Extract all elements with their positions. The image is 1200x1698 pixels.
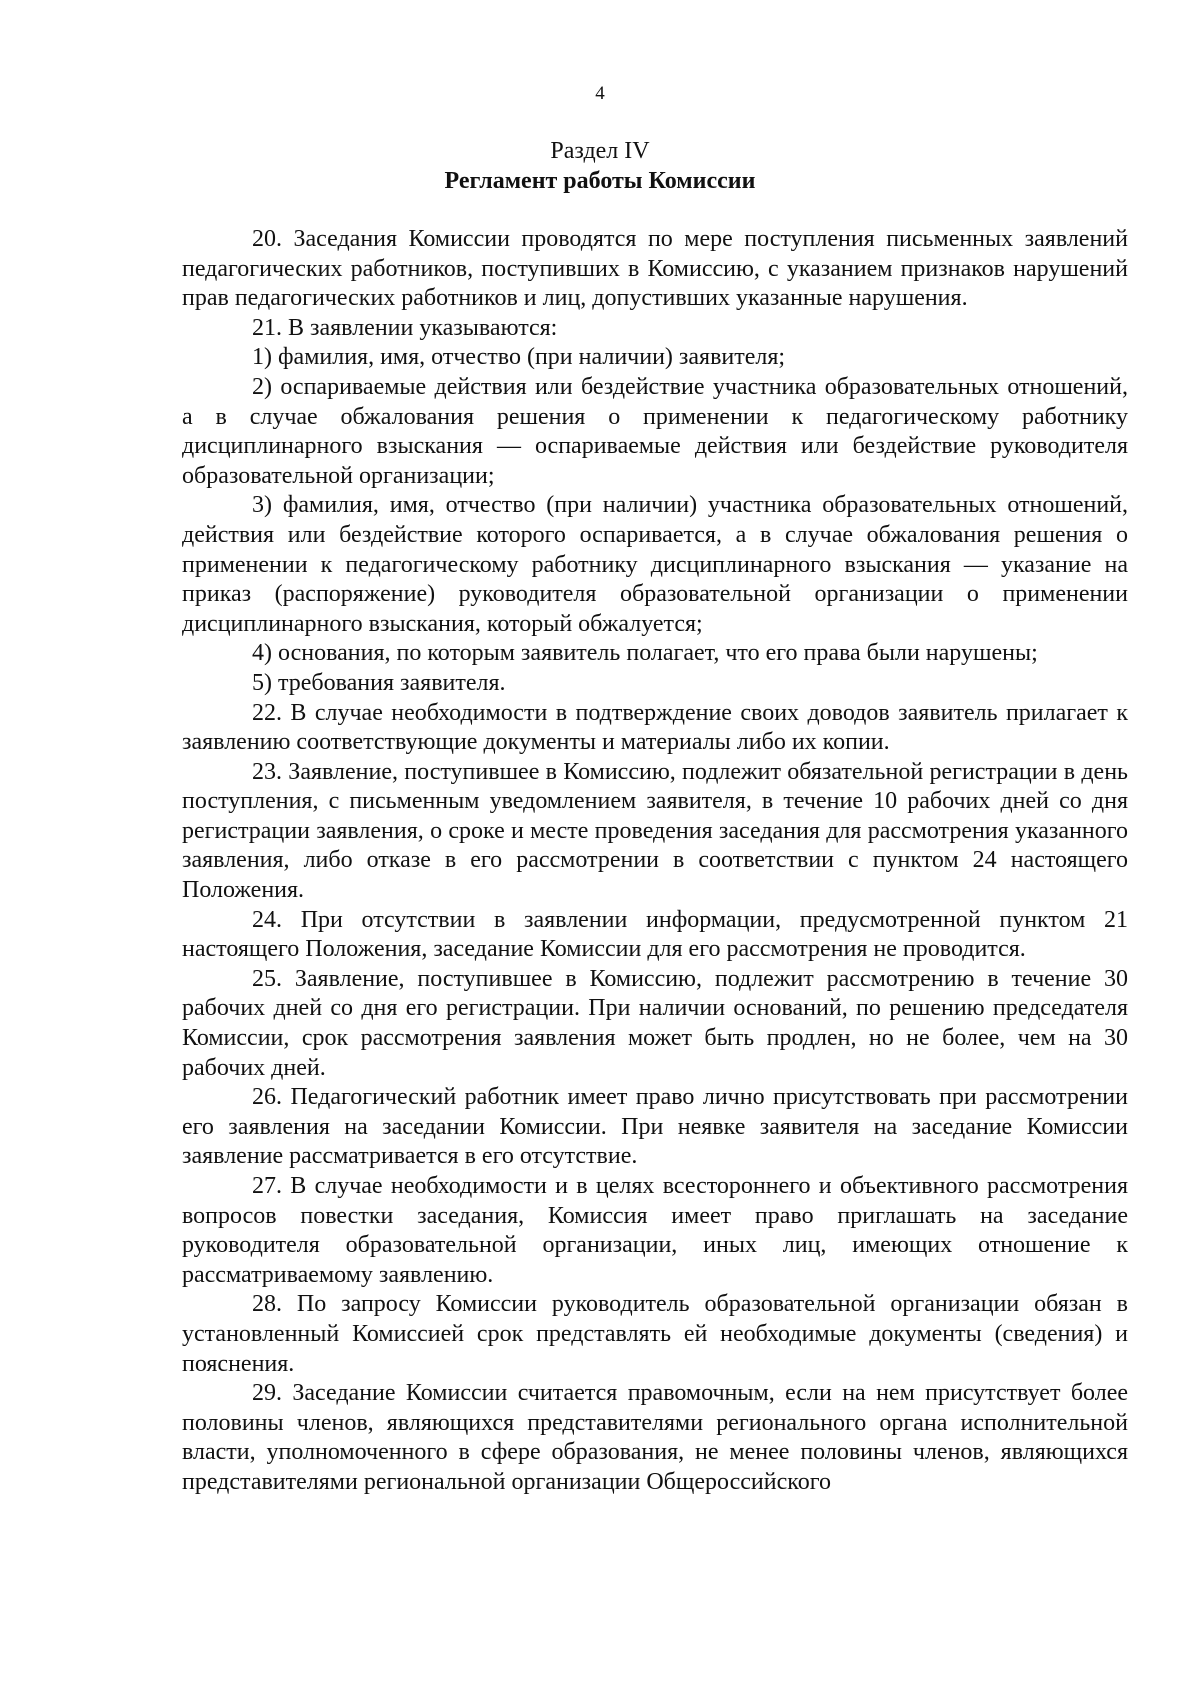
section-title: Регламент работы Комиссии	[444, 168, 756, 194]
paragraph-22: 22. В случае необходимости в подтверждение своих доводов заявитель прилагает к заявлению соответствующие документы и материалы либо их копии.	[182, 699, 1128, 756]
section-label: Раздел IV	[550, 138, 650, 164]
paragraph-23: 23. Заявление, поступившее в Комиссию, подлежит обязательной регистрации в день поступления, с письменным уведомлением заявителя, в течение 10 рабочих дней со дня регистрации заявления, о сроке и месте проведения заседания для рассмотрения указанного заявления, либо отказе в его рассмотрении в соответствии с пунктом 24 настоящего Положения.	[182, 758, 1128, 904]
list-item-4: 4) основания, по которым заявитель полагает, что его права были нарушены;	[252, 640, 1038, 667]
list-item-5: 5) требования заявителя.	[252, 669, 506, 696]
paragraph-26: 26. Педагогический работник имеет право лично присутствовать при рассмотрении его заявления на заседании Комиссии. При неявке заявителя на заседание Комиссии заявление рассматривается в его отсутствие.	[182, 1084, 1128, 1170]
list-item-2: 2) оспариваемые действия или бездействие участника образовательных отношений, а в случае обжалования решения о применении к педагогическому работнику дисциплинарного взыскания — оспариваемые действия или бездействие руководителя образовательной организации;	[182, 373, 1128, 489]
paragraph-21: 21. В заявлении указываются:	[252, 314, 558, 341]
paragraph-24: 24. При отсутствии в заявлении информации, предусмотренной пунктом 21 настоящего Положения, заседание Комиссии для его рассмотрения не проводится.	[182, 906, 1128, 963]
paragraph-27: 27. В случае необходимости и в целях всестороннего и объективного рассмотрения вопросов повестки заседания, Комиссия имеет право приглашать на заседание руководителя образовательной организации, иных лиц, имеющих отношение к рассматриваемому заявлению.	[182, 1173, 1128, 1288]
paragraph-20: 20. Заседания Комиссии проводятся по мере поступления письменных заявлений педагогических работников, поступивших в Комиссию, с указанием признаков нарушений прав педагогических работников и лиц, допустивших указанные нарушения.	[182, 226, 1128, 312]
paragraph-29: 29. Заседание Комиссии считается правомочным, если на нем присутствует более половины членов, являющихся представителями регионального органа исполнительной власти, уполномоченного в сфере образования, не менее половины членов, являющихся представителями региональной организации Общероссийского	[182, 1380, 1128, 1495]
list-item-1: 1) фамилия, имя, отчество (при наличии) заявителя;	[252, 344, 786, 371]
paragraph-28: 28. По запросу Комиссии руководитель образовательной организации обязан в установленный Комиссией срок представлять ей необходимые документы (сведения) и пояснения.	[182, 1291, 1128, 1377]
page-number: 4	[595, 83, 605, 104]
list-item-3: 3) фамилия, имя, отчество (при наличии) участника образовательных отношений, действия или бездействие которого оспаривается, а в случае обжалования решения о применении к педагогическому работнику дисциплинарного взыскания — указание на приказ (распоряжение) руководителя образовательной организации о применении дисциплинарного взыскания, который обжалуется;	[182, 492, 1128, 637]
paragraph-25: 25. Заявление, поступившее в Комиссию, подлежит рассмотрению в течение 30 рабочих дней со дня его регистрации. При наличии оснований, по решению председателя Комиссии, срок рассмотрения заявления может быть продлен, но не более, чем на 30 рабочих дней.	[182, 965, 1128, 1081]
document-body	[182, 225, 1128, 1498]
